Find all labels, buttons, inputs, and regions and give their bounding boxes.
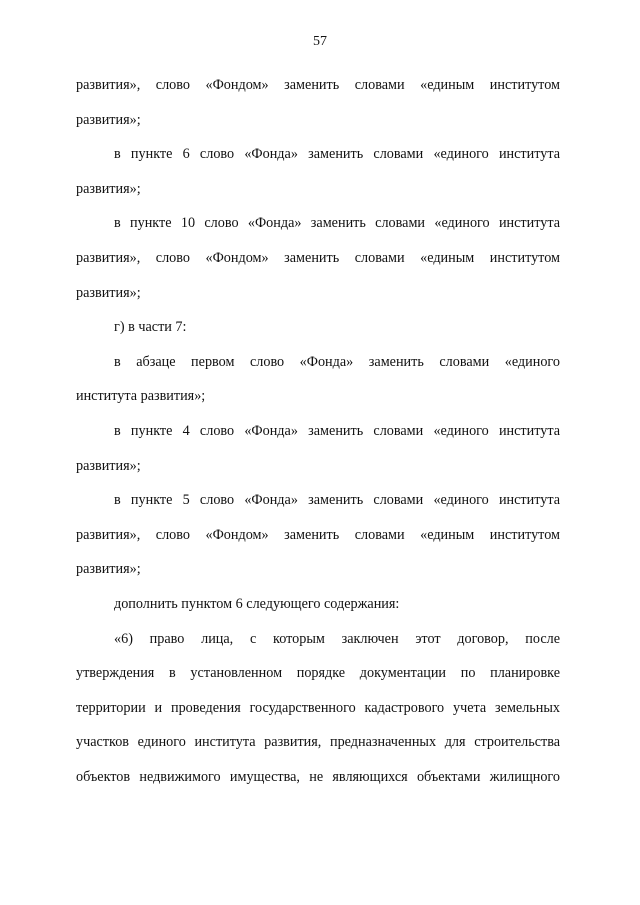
text-line: в пункте 5 слово «Фонда» заменить словами «единого института — [114, 492, 560, 509]
text-line: дополнить пунктом 6 следующего содержания: — [114, 595, 400, 612]
text-line: в пункте 4 слово «Фонда» заменить словами «единого института — [114, 422, 560, 439]
text-line: развития», слово «Фондом» заменить словами «единым институтом — [76, 526, 560, 543]
text-line: развития»; — [76, 561, 141, 578]
text-line: развития»; — [76, 180, 141, 197]
text-line: участков единого института развития, предназначенных для строительства — [76, 734, 560, 751]
document-body — [76, 68, 560, 794]
text-line: утверждения в установленном порядке документации по планировке — [76, 665, 560, 682]
text-line: развития», слово «Фондом» заменить словами «единым институтом — [76, 77, 560, 93]
text-line: объектов недвижимого имущества, не являющихся объектами жилищного — [76, 768, 560, 785]
text-line: г) в части 7: — [114, 319, 187, 336]
text-line: территории и проведения государственного кадастрового учета земельных — [76, 699, 560, 716]
text-line: развития»; — [76, 457, 141, 474]
text-line: в абзаце первом слово «Фонда» заменить словами «единого — [114, 353, 560, 370]
text-line: развития»; — [76, 284, 141, 301]
text-line: в пункте 10 слово «Фонда» заменить словами «единого института — [114, 215, 560, 232]
text-line: развития»; — [76, 111, 141, 128]
text-line: «6) право лица, с которым заключен этот договор, после — [114, 630, 560, 647]
text-line: института развития»; — [76, 388, 206, 405]
text-line: в пункте 6 слово «Фонда» заменить словами «единого института — [114, 146, 560, 163]
text-line: развития», слово «Фондом» заменить словами «единым институтом — [76, 249, 560, 266]
page-number: 57 — [313, 34, 327, 49]
